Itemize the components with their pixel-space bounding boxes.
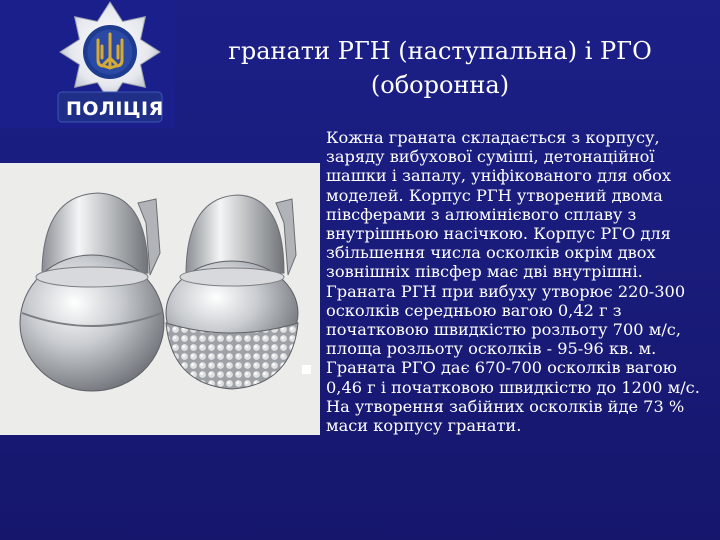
paragraph-rgn xyxy=(298,282,714,359)
slide-body xyxy=(298,128,714,435)
bullet-icon xyxy=(302,365,311,374)
paragraph-construction xyxy=(298,128,714,282)
grenades-photo xyxy=(0,163,320,435)
paragraph-rgo xyxy=(298,358,714,435)
title-line-1: гранати РГН (наступальна) і РГО xyxy=(228,37,652,65)
slide-title xyxy=(185,34,695,102)
logo-text: ПОЛІЦІЯ xyxy=(66,98,164,120)
title-line-2: (оборонна) xyxy=(370,71,510,99)
paragraph-text: Граната РГН при вибуху утворює 220-300 осколків середньою вагою 0,42 г з початковою швидкістю розльоту 700 м/с, площа розльоту осколків - 95-96 кв. м. xyxy=(326,281,686,359)
police-logo xyxy=(0,0,175,128)
paragraph-text: Кожна граната складається з корпусу, заряду вибухової суміші, детонаційної шашки і запалу, уніфікованого для обох моделей. Корпус РГН утворений двома півсферами з алюмінієвого сплаву з внутрішньою насічкою. Корпус РГО для збільшення числа осколків окрім двох зовнішніх півсфер має дві внутрішні. xyxy=(326,128,671,282)
grenade-image xyxy=(0,163,320,435)
paragraph-text: Граната РГО дає 670-700 осколків вагою 0,46 г і початковою швидкістю до 1200 м/с. На утворення забійних осколків йде 73 % маси корпусу гранати. xyxy=(326,358,700,436)
